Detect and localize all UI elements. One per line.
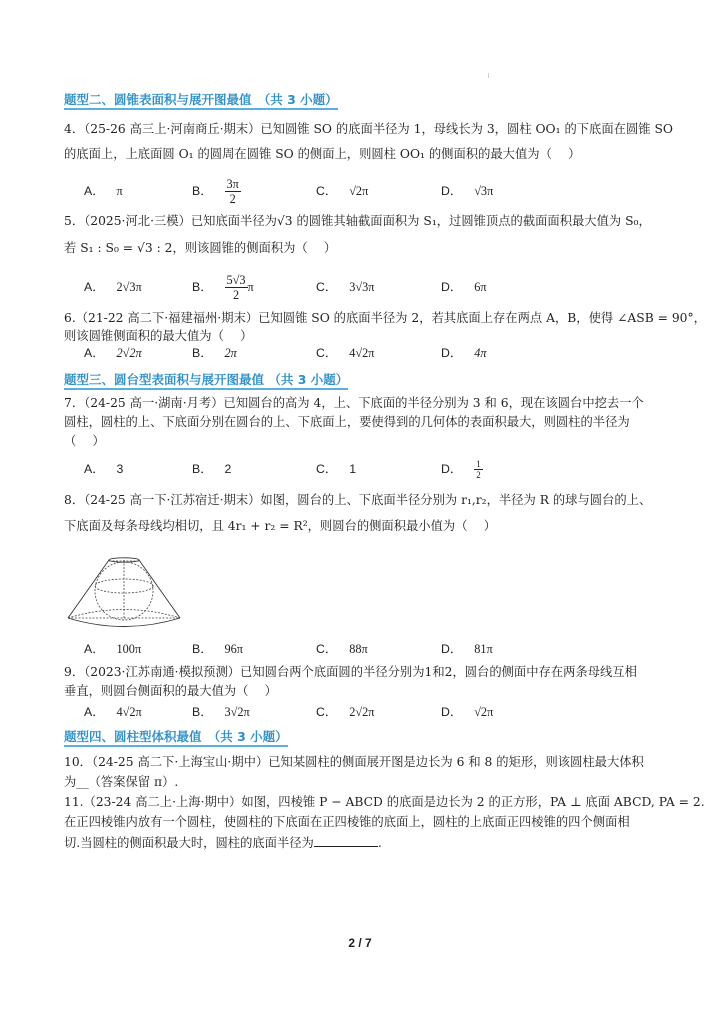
option-label: C． xyxy=(316,705,338,719)
option-label: A． xyxy=(84,705,105,719)
q6-option-a[interactable] xyxy=(84,340,142,366)
fraction xyxy=(225,273,248,302)
option-label: D． xyxy=(441,705,463,719)
q5-text-line2: 若 S₁ : S₀ = √3 : 2，则该圆锥的侧面积为（ ） xyxy=(64,241,337,255)
option-label: B． xyxy=(192,280,213,294)
q11-text-line1: 11.（23-24 高二上·上海·期中）如图，四棱锥 P − ABCD 的底面是边长为 2 的正方形，PA ⊥ 底面 ABCD, PA = 2. xyxy=(64,795,705,809)
q7-option-d[interactable] xyxy=(441,456,483,482)
page-number: 2 / 7 xyxy=(348,936,372,950)
q11-text-line3-prefix: 切.当圆柱的侧面积最大时，圆柱的底面半径为 xyxy=(64,836,314,850)
option-label: B． xyxy=(192,462,213,476)
option-label: A． xyxy=(84,642,105,656)
q5-option-c[interactable] xyxy=(316,272,374,302)
option-label: A． xyxy=(84,280,105,294)
frustum-left-edge xyxy=(68,560,109,618)
q9-option-c[interactable] xyxy=(316,700,374,724)
q8-option-a[interactable] xyxy=(84,638,141,660)
q11-text-line3-suffix: . xyxy=(377,836,382,850)
q8-option-d[interactable] xyxy=(441,638,493,660)
section-heading-type4: 题型四、圆柱型体积最值 （共 3 小题） xyxy=(64,729,288,747)
fraction xyxy=(474,459,483,480)
frustum-sphere-figure xyxy=(64,555,184,635)
option-value: 2√2π xyxy=(116,346,142,360)
option-value: 2 xyxy=(224,462,232,476)
q4-option-a[interactable] xyxy=(84,176,123,206)
option-label: B． xyxy=(192,642,213,656)
q6-text-line2: 则该圆锥侧面积的最大值为（ ） xyxy=(64,329,253,343)
q6-option-b[interactable] xyxy=(192,340,237,366)
option-label: B． xyxy=(192,184,213,198)
q4-text-line1: 4．（25-26 高三上·河南商丘·期末）已知圆锥 SO 的底面半径为 1，母线长为 3，圆柱 OO₁ 的下底面在圆锥 SO xyxy=(64,122,673,136)
q6-option-c[interactable] xyxy=(316,340,374,366)
option-value: 88π xyxy=(349,642,368,656)
fraction-denominator: 2 xyxy=(476,469,481,480)
page-mark xyxy=(488,73,489,78)
q4-option-d[interactable] xyxy=(441,176,493,206)
option-value: 6π xyxy=(474,280,487,294)
option-label: C． xyxy=(316,642,338,656)
option-value: 2π xyxy=(224,346,237,360)
option-label: D． xyxy=(441,642,463,656)
option-value: 4π xyxy=(474,346,487,360)
option-value: √2π xyxy=(349,184,369,198)
frustum-bottom-front-arc xyxy=(68,618,180,627)
option-value: 2√2π xyxy=(349,705,375,719)
option-value: 4√2π xyxy=(116,705,142,719)
option-label: D． xyxy=(441,346,463,360)
option-value: 100π xyxy=(116,642,142,656)
q9-text-line1: 9．（2023·江苏南通·模拟预测）已知圆台两个底面圆的半径分别为1和2，圆台的侧面中存在两条母线互相 xyxy=(64,665,637,679)
option-label: C． xyxy=(316,184,338,198)
option-label: C． xyxy=(316,280,338,294)
fraction-denominator: 2 xyxy=(232,287,240,302)
q7-text-line1: 7．（24-25 高一·湖南·月考）已知圆台的高为 4，上、下底面的半径分别为 3 和 6，现在该圆台中挖去一个 xyxy=(64,396,644,410)
section-heading-type2: 题型二、圆锥表面积与展开图最值 （共 3 小题） xyxy=(64,92,338,110)
fraction-denominator: 2 xyxy=(229,191,236,206)
q8-text-line2: 下底面及每条母线均相切，且 4r₁ + r₂ = R²，则圆台的侧面积最小值为（ ） xyxy=(64,519,497,533)
option-suffix: π xyxy=(247,280,254,294)
fraction-numerator: 5√3 xyxy=(226,272,246,287)
option-label: C． xyxy=(316,346,338,360)
q5-option-d[interactable] xyxy=(441,272,487,302)
q7-option-a[interactable] xyxy=(84,456,123,482)
option-value: 96π xyxy=(224,642,244,656)
q9-option-b[interactable] xyxy=(192,700,250,724)
q4-option-c[interactable] xyxy=(316,176,368,206)
option-value: 2√3π xyxy=(116,280,142,294)
option-value: π xyxy=(116,184,123,198)
option-label: B． xyxy=(192,705,213,719)
frustum-right-edge xyxy=(139,560,180,618)
q4-text-line2: 的底面上，上底面圆 O₁ 的圆周在圆锥 SO 的侧面上，则圆柱 OO₁ 的侧面积的最大值为（ ） xyxy=(64,147,581,161)
q9-option-a[interactable] xyxy=(84,700,142,724)
fraction-numerator: 1 xyxy=(476,458,481,469)
section-heading-type3: 题型三、圆台型表面积与展开图最值 （共 3 小题） xyxy=(64,372,348,390)
option-label: D． xyxy=(441,280,463,294)
q6-text-line1: 6.（21-22 高二下·福建福州·期末）已知圆锥 SO 的底面半径为 2，若其底面上存在两点 A，B，使得 ∠ASB = 90°， xyxy=(64,311,706,325)
fraction-numerator: 3π xyxy=(226,176,239,191)
q9-text-line2: 垂直，则圆台侧面积的最大值为（ ） xyxy=(64,684,277,698)
q11-text-line2: 在正四棱锥内放有一个圆柱，使圆柱的下底面在正四棱锥的底面上，圆柱的上底面正四棱锥的四个侧面相 xyxy=(64,815,630,829)
option-value: 4√2π xyxy=(349,346,375,360)
q8-text-line1: 8．（24-25 高一下·江苏宿迁·期末）如图，圆台的上、下底面半径分别为 r₁,r₂，半径为 R 的球与圆台的上、 xyxy=(64,493,652,507)
fraction xyxy=(225,177,241,206)
option-label: C． xyxy=(316,462,338,476)
option-label: B． xyxy=(192,346,213,360)
option-label: D． xyxy=(441,184,463,198)
q7-option-c[interactable] xyxy=(316,456,356,482)
option-value: 3√2π xyxy=(224,705,250,719)
option-value: √2π xyxy=(474,705,494,719)
option-value: 3√3π xyxy=(349,280,375,294)
option-label: A． xyxy=(84,184,105,198)
option-label: A． xyxy=(84,462,105,476)
q4-option-b[interactable] xyxy=(192,176,241,206)
option-label: D． xyxy=(441,462,463,476)
option-value: 81π xyxy=(474,642,493,656)
q5-option-b[interactable] xyxy=(192,272,254,302)
q9-option-d[interactable] xyxy=(441,700,493,724)
option-label: A． xyxy=(84,346,105,360)
q10-text-line2: 为__（答案保留 π）. xyxy=(64,775,179,789)
q6-option-d[interactable] xyxy=(441,340,487,366)
q10-text-line1: 10．（24-25 高二下·上海宝山·期中）已知某圆柱的侧面展开图是边长为 6 和 8 的矩形，则该圆柱最大体积 xyxy=(64,755,644,769)
option-value: 1 xyxy=(349,462,357,476)
q8-option-b[interactable] xyxy=(192,638,243,660)
q7-text-line2: 圆柱，圆柱的上、下底面分别在圆台的上、下底面上，要使得到的几何体的表面积最大，则圆柱的半径为 xyxy=(64,415,630,429)
q7-text-line3: （ ） xyxy=(64,434,105,448)
option-value: √3π xyxy=(474,184,494,198)
option-value: 3 xyxy=(116,462,124,476)
q7-option-b[interactable] xyxy=(192,456,231,482)
answer-blank[interactable] xyxy=(314,834,378,847)
q8-option-c[interactable] xyxy=(316,638,368,660)
q5-text-line1: 5．（2025·河北·三模）已知底面半径为√3 的圆锥其轴截面面积为 S₁，过圆锥顶点的截面面积最大值为 S₀， xyxy=(64,214,651,228)
q11-text-line3 xyxy=(64,834,382,851)
q5-option-a[interactable] xyxy=(84,272,142,302)
